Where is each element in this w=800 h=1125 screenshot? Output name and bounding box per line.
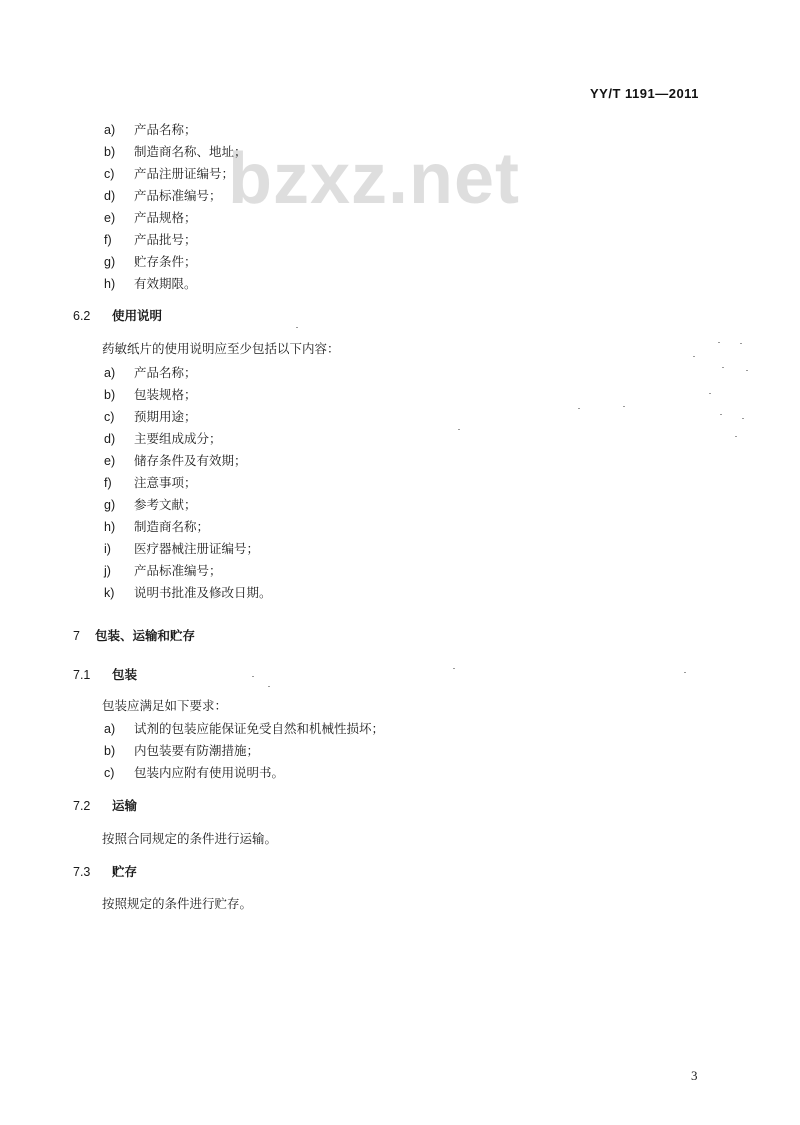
list-marker: b) bbox=[104, 744, 116, 758]
section-title: 包装、运输和贮存 bbox=[95, 628, 196, 643]
scan-speck bbox=[709, 393, 711, 394]
list-text: 参考文献； bbox=[134, 497, 197, 512]
scan-speck bbox=[252, 676, 254, 677]
list-marker: e) bbox=[104, 454, 116, 468]
section-number: 7.1 bbox=[73, 668, 91, 682]
list-text: 包装规格； bbox=[134, 387, 197, 402]
list-marker: b) bbox=[104, 388, 116, 402]
list-text: 主要组成成分； bbox=[134, 431, 222, 446]
list-marker: g) bbox=[104, 255, 116, 269]
scan-speck bbox=[623, 406, 625, 407]
scan-speck bbox=[740, 343, 742, 344]
standard-code: YY/T 1191—2011 bbox=[590, 86, 699, 101]
scan-speck bbox=[458, 429, 460, 430]
list-marker: a) bbox=[104, 123, 116, 137]
scan-speck bbox=[722, 367, 724, 368]
section-number: 6.2 bbox=[73, 309, 91, 323]
section-title: 使用说明 bbox=[112, 308, 163, 323]
paragraph-text: 按照规定的条件进行贮存。 bbox=[102, 896, 253, 911]
scan-speck bbox=[718, 342, 720, 343]
list-text: 贮存条件； bbox=[134, 254, 197, 269]
section-title: 包装 bbox=[112, 667, 138, 682]
scan-speck bbox=[578, 408, 580, 409]
list-marker: i) bbox=[104, 542, 111, 556]
scan-speck bbox=[684, 672, 686, 673]
list-text: 产品名称； bbox=[134, 122, 197, 137]
list-marker: a) bbox=[104, 722, 116, 736]
list-text: 制造商名称； bbox=[134, 519, 210, 534]
list-text: 制造商名称、地址； bbox=[134, 144, 247, 159]
list-marker: c) bbox=[104, 766, 115, 780]
list-marker: a) bbox=[104, 366, 116, 380]
scan-speck bbox=[693, 356, 695, 357]
list-marker: d) bbox=[104, 189, 116, 203]
list-text: 注意事项； bbox=[134, 475, 197, 490]
list-text: 试剂的包装应能保证免受自然和机械性损坏； bbox=[134, 721, 385, 736]
scan-speck bbox=[735, 436, 737, 437]
list-marker: d) bbox=[104, 432, 116, 446]
section-title: 运输 bbox=[112, 798, 138, 813]
list-text: 产品名称； bbox=[134, 365, 197, 380]
scan-speck bbox=[268, 686, 270, 687]
section-number: 7.3 bbox=[73, 865, 91, 879]
scan-speck bbox=[720, 414, 722, 415]
section-number: 7 bbox=[73, 629, 80, 643]
list-text: 产品标准编号； bbox=[134, 563, 222, 578]
list-marker: k) bbox=[104, 586, 115, 600]
list-text: 产品规格； bbox=[134, 210, 197, 225]
watermark: bzxz.net bbox=[228, 139, 521, 219]
list-text: 包装内应附有使用说明书。 bbox=[134, 765, 285, 780]
list-marker: g) bbox=[104, 498, 116, 512]
scan-speck bbox=[742, 418, 744, 419]
list-text: 说明书批准及修改日期。 bbox=[134, 585, 272, 600]
list-text: 内包装要有防潮措施； bbox=[134, 743, 260, 758]
list-text: 产品注册证编号； bbox=[134, 166, 235, 181]
list-marker: j) bbox=[104, 564, 111, 578]
list-marker: e) bbox=[104, 211, 116, 225]
list-marker: b) bbox=[104, 145, 116, 159]
paragraph-text: 按照合同规定的条件进行运输。 bbox=[102, 831, 278, 846]
section-title: 贮存 bbox=[112, 864, 138, 879]
list-text: 产品批号； bbox=[134, 232, 197, 247]
scan-speck bbox=[453, 668, 455, 669]
intro-text: 药敏纸片的使用说明应至少包括以下内容： bbox=[102, 341, 340, 356]
intro-text: 包装应满足如下要求： bbox=[102, 698, 228, 713]
list-marker: f) bbox=[104, 233, 112, 247]
page-number: 3 bbox=[691, 1068, 698, 1083]
list-text: 医疗器械注册证编号； bbox=[134, 541, 260, 556]
list-text: 预期用途； bbox=[134, 409, 197, 424]
section-number: 7.2 bbox=[73, 799, 91, 813]
list-marker: c) bbox=[104, 167, 115, 181]
list-marker: h) bbox=[104, 277, 116, 291]
list-marker: f) bbox=[104, 476, 112, 490]
list-text: 产品标准编号； bbox=[134, 188, 222, 203]
list-marker: c) bbox=[104, 410, 115, 424]
scan-speck bbox=[296, 327, 298, 328]
list-text: 储存条件及有效期； bbox=[134, 453, 247, 468]
list-text: 有效期限。 bbox=[134, 276, 197, 291]
scan-speck bbox=[746, 370, 748, 371]
list-marker: h) bbox=[104, 520, 116, 534]
